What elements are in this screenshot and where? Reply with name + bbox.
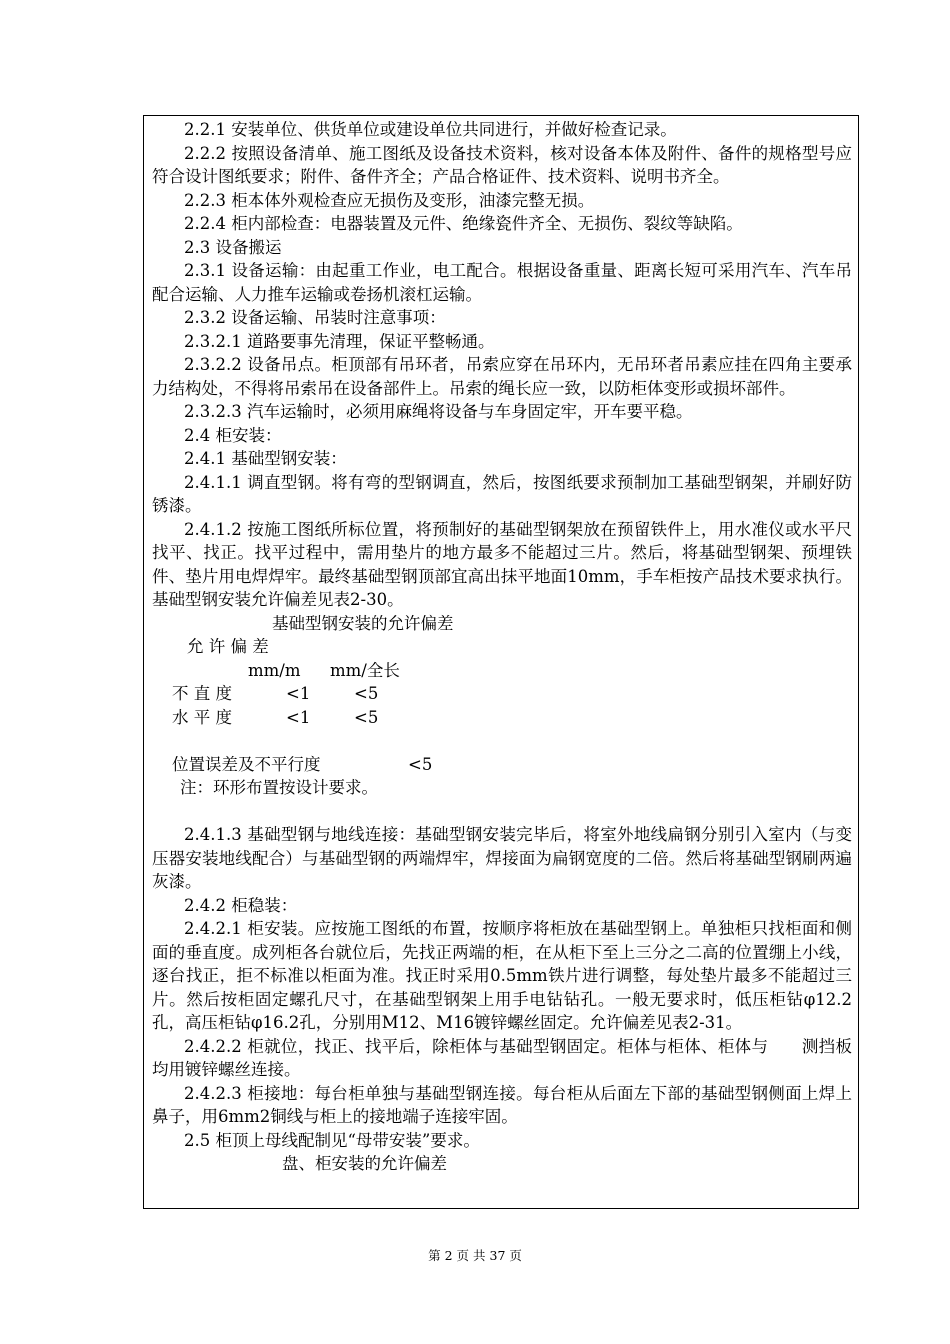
paragraph: 2.4.2.3 柜接地：每台柜单独与基础型钢连接。每台柜从后面左下部的基础型钢侧面上焊上鼻子，用6mm2铜线与柜上的接地端子连接牢固。: [152, 1083, 852, 1126]
paragraph: 2.4.1.3 基础型钢与地线连接：基础型钢安装完毕后，将室外地线扁钢分别引入室内（与变压器安装地线配合）与基础型钢的两端焊牢，焊接面为扁钢宽度的二倍。然后将基础型钢刷两遍灰漆。: [152, 825, 852, 891]
paragraph: 2.4.1.1 调直型钢。将有弯的型钢调直，然后，按图纸要求预制加工基础型钢架，并刷好防锈漆。: [152, 472, 852, 515]
paragraph: 2.2.2 按照设备清单、施工图纸及设备技术资料，核对设备本体及附件、备件的规格型号应符合设计图纸要求；附件、备件齐全；产品合格证件、技术资料、说明书齐全。: [152, 143, 852, 186]
table-header: 允 许 偏 差: [187, 637, 269, 656]
section-heading: 2.4 柜安装：: [184, 425, 282, 445]
table-row: 位置误差及不平行度 <5: [172, 754, 433, 774]
table-title: 基础型钢安装的允许偏差: [272, 613, 454, 633]
footer-suffix: 页: [509, 1248, 522, 1263]
paragraph: 2.2.1 安装单位、供货单位或建设单位共同进行，并做好检查记录。: [184, 120, 677, 139]
paragraph: 2.2.4 柜内部检查：电器装置及元件、绝缘瓷件齐全、无损伤、裂纹等缺陷。: [184, 214, 743, 233]
tolerance-table-1: [152, 612, 852, 824]
paragraph: 2.4.1 基础型钢安装：: [184, 449, 347, 468]
unit-per-meter: mm/m: [248, 660, 301, 680]
section-heading: 2.3 设备搬运: [184, 237, 282, 257]
paragraph: 2.3.1 设备运输：由起重工作业，电工配合。根据设备重量、距离长短可采用汽车、汽车吊配合运输、人力推车运输或卷扬机滚杠运输。: [152, 261, 852, 304]
paragraph: 2.4.2.2 柜就位，找正、找平后，除柜体与基础型钢固定。柜体与柜体、柜体与 测挡板均用镀锌螺丝连接。: [152, 1036, 852, 1079]
document-body: [152, 118, 852, 1176]
page-number: 2: [444, 1248, 453, 1263]
paragraph: 2.4.1.2 按施工图纸所标位置，将预制好的基础型钢架放在预留铁件上，用水准仪或水平尺找平、找正。找平过程中，需用垫片的地方最多不能超过三片。然后，将基础型钢架、预埋铁件、垫片用电焊焊牢。最终基础型钢顶部宜高出抹平地面10mm，手车柜按产品技术要求执行。基础型钢安装允许偏差见表2-30。: [152, 519, 852, 609]
table-row: 水 平 度 <1 <5: [172, 707, 379, 727]
table-row: 不 直 度 <1 <5: [172, 684, 379, 703]
paragraph: 2.2.3 柜本体外观检查应无损伤及变形，油漆完整无损。: [184, 190, 595, 210]
table-title: 盘、柜安装的允许偏差: [282, 1154, 447, 1173]
total-pages: 37: [489, 1248, 506, 1263]
paragraph: 2.5 柜顶上母线配制见“母带安装”要求。: [184, 1130, 480, 1150]
table-units-row: [152, 659, 852, 683]
paragraph: 2.3.2 设备运输、吊装时注意事项：: [184, 308, 446, 327]
paragraph: 2.4.2.1 柜安装。应按施工图纸的布置，按顺序将柜放在基础型钢上。单独柜只找柜面和侧面的垂直度。成列柜各台就位后，先找正两端的柜，在从柜下至上三分之二高的位置绷上小线，逐台找正，拒不标准以柜面为准。找正时采用0.5mm铁片进行调整，每处垫片最多不能超过三片。然后按柜固定螺孔尺寸，在基础型钢架上用手电钻钻孔。一般无要求时，低压柜钻φ12.2孔，高压柜钻φ16.2孔，分别用M12、M16镀锌螺丝固定。允许偏差见表2-31。: [152, 919, 852, 1032]
paragraph: 2.4.2 柜稳装：: [184, 895, 298, 915]
paragraph: 2.3.2.3 汽车运输时，必须用麻绳将设备与车身固定牢，开车要平稳。: [184, 402, 693, 421]
paragraph: 2.3.2.1 道路要事先清理，保证平整畅通。: [184, 331, 495, 351]
footer-middle: 页 共: [456, 1248, 486, 1263]
page-footer: [0, 1246, 950, 1264]
unit-full-length: mm/全长: [330, 660, 400, 680]
footer-prefix: 第: [428, 1248, 441, 1263]
table-note: 注：环形布置按设计要求。: [180, 778, 378, 797]
paragraph: 2.3.2.2 设备吊点。柜顶部有吊环者，吊索应穿在吊环内，无吊环者吊素应挂在四角主要承力结构处，不得将吊索吊在设备部件上。吊索的绳长应一致，以防柜体变形或损坏部件。: [152, 355, 852, 398]
